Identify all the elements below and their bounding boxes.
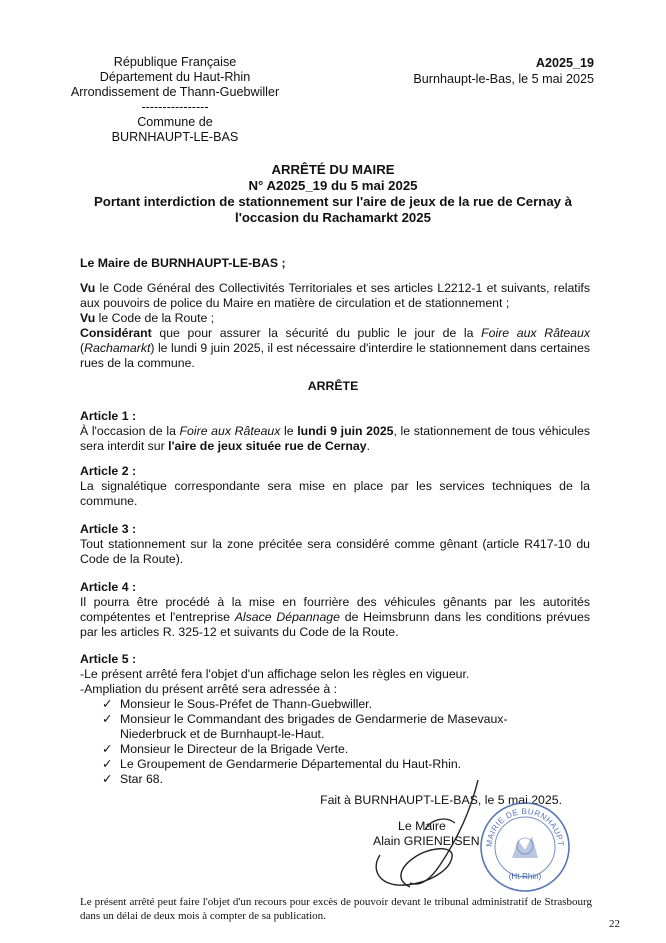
title-line-1: ARRÊTÉ DU MAIRE [271, 162, 395, 177]
header-departement: Département du Haut-Rhin [99, 70, 251, 84]
title-line-2: N° A2025_19 du 5 mai 2025 [248, 178, 418, 193]
article-4-title: Article 4 : [80, 580, 137, 594]
vu-code-route [80, 311, 590, 326]
article-2-title: Article 2 : [80, 464, 137, 478]
arrete-heading: ARRÊTE [307, 379, 359, 393]
checkmark-icon: ✓ [102, 697, 113, 711]
seal-bottom-text: (Ht-Rhin) [508, 872, 542, 881]
list-item: ✓ Monsieur le Commandant des brigades de Gendarmerie de Masevaux-Niederbruck et de Burnhaupt-le-Haut. [102, 712, 508, 741]
article-5-ampliation: -Ampliation du présent arrêté sera adressée à : [80, 682, 338, 696]
list-item: ✓ Monsieur le Sous-Préfet de Thann-Guebwiller. [102, 697, 372, 711]
header-commune-label: Commune de [137, 115, 213, 129]
header-arrondissement: Arrondissement de Thann-Guebwiller [70, 85, 280, 99]
vu-code-route-text: le Code de la Route ; [95, 311, 215, 325]
article-3 [80, 522, 590, 567]
article-4-text: Il pourra être procédé à la mise en fourrière des véhicules gênants par les autorités compétentes et l'entreprise Alsace Dépannage de Heimsbrunn dans les conditions prévues par les articles R. 325-12 et suivants du Code de la Route. [80, 595, 590, 639]
considerant: Considérant que pour assurer la sécurité du public le jour de la Foire aux Râteaux (Rachamarkt) le lundi 9 juin 2025, il est nécessaire d'interdire le stationnement dans certaines rues de la commune. [80, 326, 590, 370]
article-2-text: La signalétique correspondante sera mise en place par les services techniques de la commune. [80, 479, 590, 508]
header-left [40, 55, 310, 145]
vu-cgct [80, 281, 590, 311]
article-1-title: Article 1 : [80, 409, 137, 423]
list-item: ✓ Star 68. [102, 772, 164, 786]
article-5 [80, 652, 590, 787]
vu-label: Vu [80, 281, 96, 295]
svg-text:MAIRIE DE BURNHAUPT-LE-BAS: MAIRIE DE BURNHAUPT [484, 806, 566, 848]
list-item: ✓ Monsieur le Directeur de la Brigade Verte. [102, 742, 349, 756]
footer-recours: Le présent arrêté peut faire l'objet d'un recours pour excès de pouvoir devant le tribunal administratif de Strasbourg dans un délai de deux mois à compter de sa publication. [80, 896, 592, 922]
checkmark-icon: ✓ [102, 742, 113, 756]
article-4 [80, 580, 590, 640]
handwritten-signature [360, 775, 490, 895]
recipients-list [96, 697, 516, 787]
article-1-text: À l'occasion de la Foire aux Râteaux le lundi 9 juin 2025, le stationnement de tous véhicules sera interdit sur l'aire de jeux située rue de Cernay. [80, 424, 590, 453]
page-number: 22 [609, 918, 620, 930]
title-line-4: l'occasion du Rachamarkt 2025 [235, 210, 431, 225]
checkmark-icon: ✓ [102, 757, 113, 771]
article-5-title: Article 5 : [80, 652, 137, 666]
header-right [413, 55, 594, 87]
vu-cgct-text: le Code Général des Collectivités Territoriales et ses articles L2212-1 et suivants, relatifs aux pouvoirs de police du Maire en matière de circulation et de stationnement ; [80, 281, 590, 310]
article-3-title: Article 3 : [80, 522, 137, 536]
signatory-name: Alain GRIENEISEN [373, 834, 480, 848]
title-line-3: Portant interdiction de stationnement sur l'aire de jeux de la rue de Cernay à [93, 194, 572, 209]
signatory-role: Le Maire [398, 819, 446, 833]
document-ref: A2025_19 [535, 56, 594, 70]
document-title [60, 162, 606, 226]
official-seal [478, 800, 572, 894]
checkmark-icon: ✓ [102, 712, 113, 726]
maire-line: Le Maire de BURNHAUPT-LE-BAS ; [80, 256, 286, 270]
checkmark-icon: ✓ [102, 772, 113, 786]
vu-label: Vu [80, 311, 96, 325]
fait-a: Fait à BURNHAUPT-LE-BAS, le 5 mai 2025. [320, 793, 562, 807]
list-item: ✓ Le Groupement de Gendarmerie Départemental du Haut-Rhin. [102, 757, 462, 771]
article-5-affichage: -Le présent arrêté fera l'objet d'un affichage selon les règles en vigueur. [80, 667, 470, 681]
header-republique: République Française [113, 55, 237, 69]
article-3-text: Tout stationnement sur la zone précitée sera considéré comme gênant (article R417-10 du Code de la Route). [80, 537, 590, 566]
header-commune-name: BURNHAUPT-LE-BAS [111, 130, 239, 144]
article-1 [80, 409, 590, 454]
article-2 [80, 464, 590, 509]
considerant-label: Considérant [80, 326, 152, 340]
place-date: Burnhaupt-le-Bas, le 5 mai 2025 [413, 72, 594, 86]
header-separator: ---------------- [141, 100, 209, 114]
